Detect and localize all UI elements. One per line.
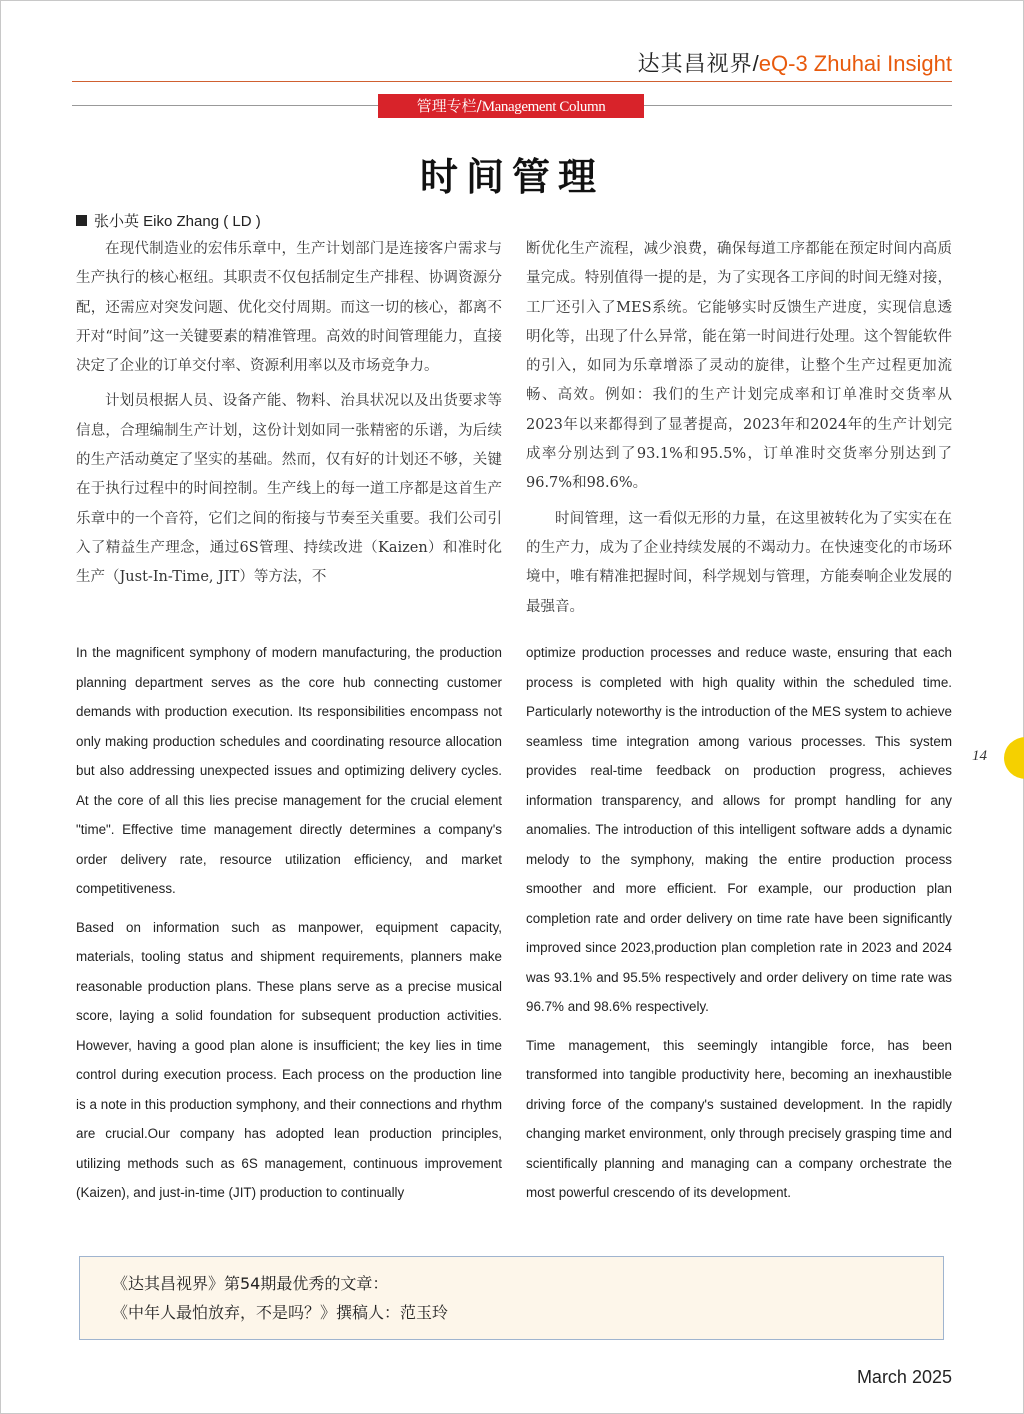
magazine-name-en: eQ-3 Zhuhai Insight xyxy=(758,51,952,76)
issue-date: March 2025 xyxy=(856,1367,952,1387)
paragraph: Time management, this seemingly intangible force, has been transformed into tangible productivity here, becoming an inexhaustible driving force of the company's sustained development. In the rapidly changing market environment, only through precisely grasping time and scientifically planning and managing can a company orchestrate the most powerful crescendo of its development. xyxy=(526,1037,952,1200)
square-bullet-icon xyxy=(76,215,87,226)
paragraph: In the magnificent symphony of modern manufacturing, the production planning department serves as the core hub connecting customer demands with production execution. Its responsibilities encompass not only making production schedules and coordinating resource allocation but also addressing unexpected issues and optimizing delivery cycles. At the core of all this lies precise management for the crucial element "time". Effective time management directly determines a company's order delivery rate, resource utilization efficiency, and market competitiveness. xyxy=(76,645,502,896)
column-tag-en: Management Column xyxy=(481,99,606,115)
header-rule xyxy=(72,81,952,82)
paragraph: optimize production processes and reduce waste, ensuring that each process is completed with high quality within the scheduled time. Particularly noteworthy is the introduction of the MES system to achieve seamless time integration among various processes. This system provides real-time feedback on production progress, achieves information transparency, and allows for prompt handling for any anomalies. The introduction of this intelligent software adds a dynamic melody to the symphony, making the entire production process smoother and more efficient. For example, our production plan completion rate and order delivery on time rate have been significantly improved since 2023,production plan completion rate in 2023 and 2024 was 93.1% and 95.5% respectively and order delivery on time rate was 96.7% and 98.6% respectively. xyxy=(526,645,952,1014)
paragraph: 时间管理，这一看似无形的力量，在这里被转化为了实实在在的生产力，成为了企业持续发展的不竭动力。在快速变化的市场环境中，唯有精准把握时间，科学规划与管理，方能奏响企业发展的最强音。 xyxy=(526,510,952,615)
note-line: 《达其昌视界》第54期最优秀的文章： xyxy=(112,1274,389,1293)
paragraph: 在现代制造业的宏伟乐章中，生产计划部门是连接客户需求与生产执行的核心枢纽。其职责不仅包括制定生产排程、协调资源分配，还需应对突发问题、优化交付周期。而这一切的核心，都离不开对“时间”这一关键要素的精准管理。高效的时间管理能力，直接决定了企业的订单交付率、资源利用率以及市场竞争力。 xyxy=(76,241,502,375)
author: 张小英 Eiko Zhang ( LD ) xyxy=(94,213,261,230)
note-line: 《中年人最怕放弃，不是吗？》撰稿人：范玉玲 xyxy=(112,1303,449,1322)
paragraph: 计划员根据人员、设备产能、物料、治具状况以及出货要求等信息，合理编制生产计划，这份计划如同一张精密的乐谱，为后续的生产活动奠定了坚实的基础。然而，仅有好的计划还不够，关键在于执行过程中的时间控制。生产线上的每一道工序都是这首生产乐章中的一个音符，它们之间的衔接与节奏至关重要。我们公司引入了精益生产理念，通过6S管理、持续改进（Kaizen）和准时化生产（Just-In-Time, JIT）等方法，不 xyxy=(76,393,502,586)
article-title: 时间管理 xyxy=(419,154,604,199)
page-number: 14 xyxy=(972,748,987,764)
column-tag xyxy=(378,94,644,118)
en-column-right xyxy=(526,638,952,1217)
featured-article-note xyxy=(79,1256,944,1340)
magazine-header xyxy=(638,50,952,79)
cn-column-left xyxy=(76,235,502,599)
magazine-name-cn: 达其昌视界 xyxy=(637,52,753,77)
paragraph: Based on information such as manpower, equipment capacity, materials, tooling status and shipment requirements, planners make reasonable production plans. These plans serve as a precise musical score, laying a solid foundation for subsequent production activities. However, having a good plan alone is insufficient; the key lies in time control during execution process. Each process on the production line is a note in this production symphony, and their connections and rhythm are crucial.Our company has adopted lean production principles, utilizing methods such as 6S management, continuous improvement (Kaizen), and just-in-time (JIT) production to continually xyxy=(76,919,502,1200)
en-column-left xyxy=(76,638,502,1217)
byline xyxy=(76,210,261,231)
cn-column-right xyxy=(526,235,952,628)
column-tag-separator: / xyxy=(476,97,482,115)
paragraph: 断优化生产流程，减少浪费，确保每道工序都能在预定时间内高质量完成。特别值得一提的是，为了实现各工序间的时间无缝对接，工厂还引入了MES系统。它能够实时反馈生产进度，实现信息透明化等，出现了什么异常，能在第一时间进行处理。这个智能软件的引入，如同为乐章增添了灵动的旋律，让整个生产过程更加流畅、高效。例如：我们的生产计划完成率和订单准时交货率从2023年以来都得到了显著提高，2023年和2024年的生产计划完成率分别达到了93.1%和95.5%，订单准时交货率分别达到了96.7%和98.6%。 xyxy=(526,241,952,492)
header-separator: / xyxy=(752,51,759,76)
column-tag-cn: 管理专栏 xyxy=(416,97,477,115)
